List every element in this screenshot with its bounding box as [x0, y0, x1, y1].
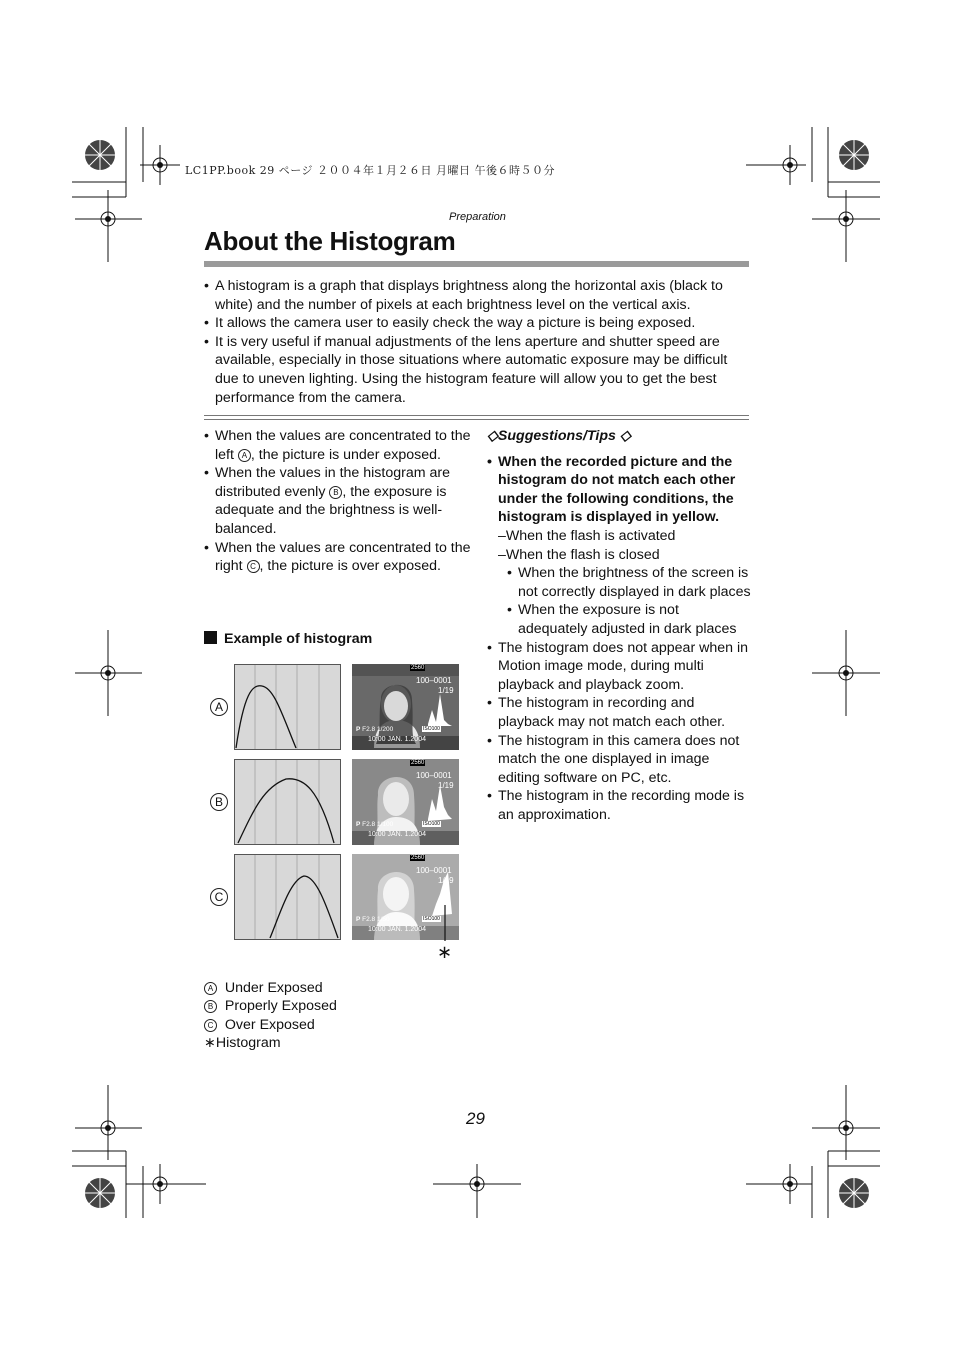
marker-c: C [247, 560, 260, 573]
lcd-exposure: P F2.8 1/200 [356, 726, 394, 733]
row-marker-c: C [210, 888, 228, 906]
legend-marker: B [204, 1000, 217, 1013]
lcd-file-number: 100–0001 [416, 771, 452, 780]
bullet-text: , the picture is under exposed. [250, 446, 441, 463]
histogram-over-exposed [234, 854, 341, 940]
tips-bullet: • The histogram does not appear when in Motion image mode, during multi playback and playback zoom. [487, 639, 752, 695]
tips-heading: ◇Suggestions/Tips ◇ [487, 428, 631, 444]
title-underline [204, 261, 749, 267]
example-heading-text: Example of histogram [224, 631, 373, 647]
intro-bullet: • It allows the camera user to easily check the way a picture is being exposed. [204, 314, 752, 333]
lcd-exposure-value: F2.8 1/50 [362, 916, 390, 923]
divider [204, 419, 749, 420]
lcd-exposure: P F2.8 1/100 [356, 821, 394, 828]
legend-item: ∗Histogram [204, 1035, 281, 1052]
intro-section [204, 277, 752, 407]
tips-dash-item: –When the flash is closed [498, 546, 660, 563]
example-heading [204, 631, 372, 647]
lcd-iso: ISO100 [423, 726, 440, 732]
lcd-file-number: 100–0001 [416, 676, 452, 685]
lcd-frame: 1/19 [438, 781, 454, 790]
intro-bullet: • A histogram is a graph that displays brightness along the horizontal axis (black to white) and the number of pixels at each brightness level on the vertical axis. [204, 277, 752, 314]
tips-bullet: • The histogram in the recording mode is an approximation. [487, 787, 752, 824]
marker-a: A [238, 449, 251, 462]
bullet-text: When the values in the histogram are distributed evenly [215, 465, 451, 500]
marker-b: B [329, 486, 342, 499]
tips-sub-bullet: • When the brightness of the screen is not correctly displayed in dark places [487, 564, 752, 601]
lcd-datetime: 10:00 JAN. 1.2004 [368, 736, 426, 743]
legend-marker: C [204, 1019, 217, 1032]
lcd-file-number: 100–0001 [416, 866, 452, 875]
tips-bold-bullet: • When the recorded picture and the histogram do not match each other under the following conditions, the histogram is displayed in yellow. [487, 453, 752, 527]
lcd-screen-a [352, 664, 459, 755]
divider [204, 415, 749, 416]
lcd-count: 2560 [411, 855, 425, 861]
bullet-text: , the picture is over exposed. [259, 558, 441, 575]
exposure-bullet [204, 464, 474, 538]
histogram-under-exposed [234, 664, 341, 750]
section-label: Preparation [449, 211, 506, 223]
lcd-screen-b [352, 759, 459, 850]
legend-label: Properly Exposed [224, 998, 337, 1015]
lcd-exposure-value: F2.8 1/200 [362, 726, 394, 733]
intro-bullet: • It is very useful if manual adjustments of the lens aperture and shutter speed are available, especially in those situations where automatic exposure may be difficult due to uneven lighting. Using the histogram feature will allow you to get the best performance from the camera. [204, 333, 752, 407]
lcd-datetime: 10:00 JAN. 1.2004 [368, 926, 426, 933]
exposure-bullet [204, 539, 474, 576]
lcd-count: 2560 [411, 760, 425, 766]
legend-item [204, 979, 337, 997]
lcd-iso: ISO100 [423, 821, 440, 827]
lcd-frame: 1/19 [438, 876, 454, 885]
lcd-exposure-value: F2.8 1/100 [362, 821, 394, 828]
lcd-count: 2560 [411, 665, 425, 671]
row-marker-b: B [210, 793, 228, 811]
lcd-iso: ISO100 [423, 916, 440, 922]
bullet-text: , the exposure is adequate and the brightness is well-balanced. [215, 483, 447, 537]
lcd-datetime: 10:00 JAN. 1.2004 [368, 831, 426, 838]
histogram-properly-exposed [234, 759, 341, 845]
square-bullet-icon [204, 631, 217, 644]
tips-sub-bullet: • When the exposure is not adequately adjusted in dark places [487, 601, 752, 638]
exposure-bullet [204, 427, 474, 464]
lcd-exposure: P F2.8 1/50 [356, 916, 390, 923]
suggestions-tips [487, 427, 752, 824]
legend-label: Over Exposed [224, 1016, 315, 1033]
page-number: 29 [466, 1109, 485, 1128]
row-marker-a: A [210, 698, 228, 716]
histogram-pointer-line [440, 905, 452, 945]
legend-item [204, 997, 337, 1015]
legend [204, 979, 337, 1053]
tips-bullet: • The histogram in this camera does not match the one displayed in image editing software on PC, etc. [487, 732, 752, 788]
bullet-text: When the values are concentrated to the right [215, 539, 471, 575]
exposure-explanation [204, 427, 474, 576]
legend-marker: A [204, 982, 217, 995]
page-title: About the Histogram [204, 226, 456, 256]
bullet-text: When the values are concentrated to the left [215, 428, 471, 463]
lcd-frame: 1/19 [438, 686, 454, 695]
legend-label: Under Exposed [224, 980, 323, 996]
tips-bullet: • The histogram in recording and playback may not match each other. [487, 694, 752, 731]
print-header: LC1PP.book 29 ページ ２００４年１月２６日 月曜日 午後６時５０分 [185, 164, 556, 177]
tips-dash-item: –When the flash is activated [498, 527, 676, 544]
asterisk-marker: ∗ [437, 942, 453, 962]
legend-item [204, 1016, 337, 1034]
